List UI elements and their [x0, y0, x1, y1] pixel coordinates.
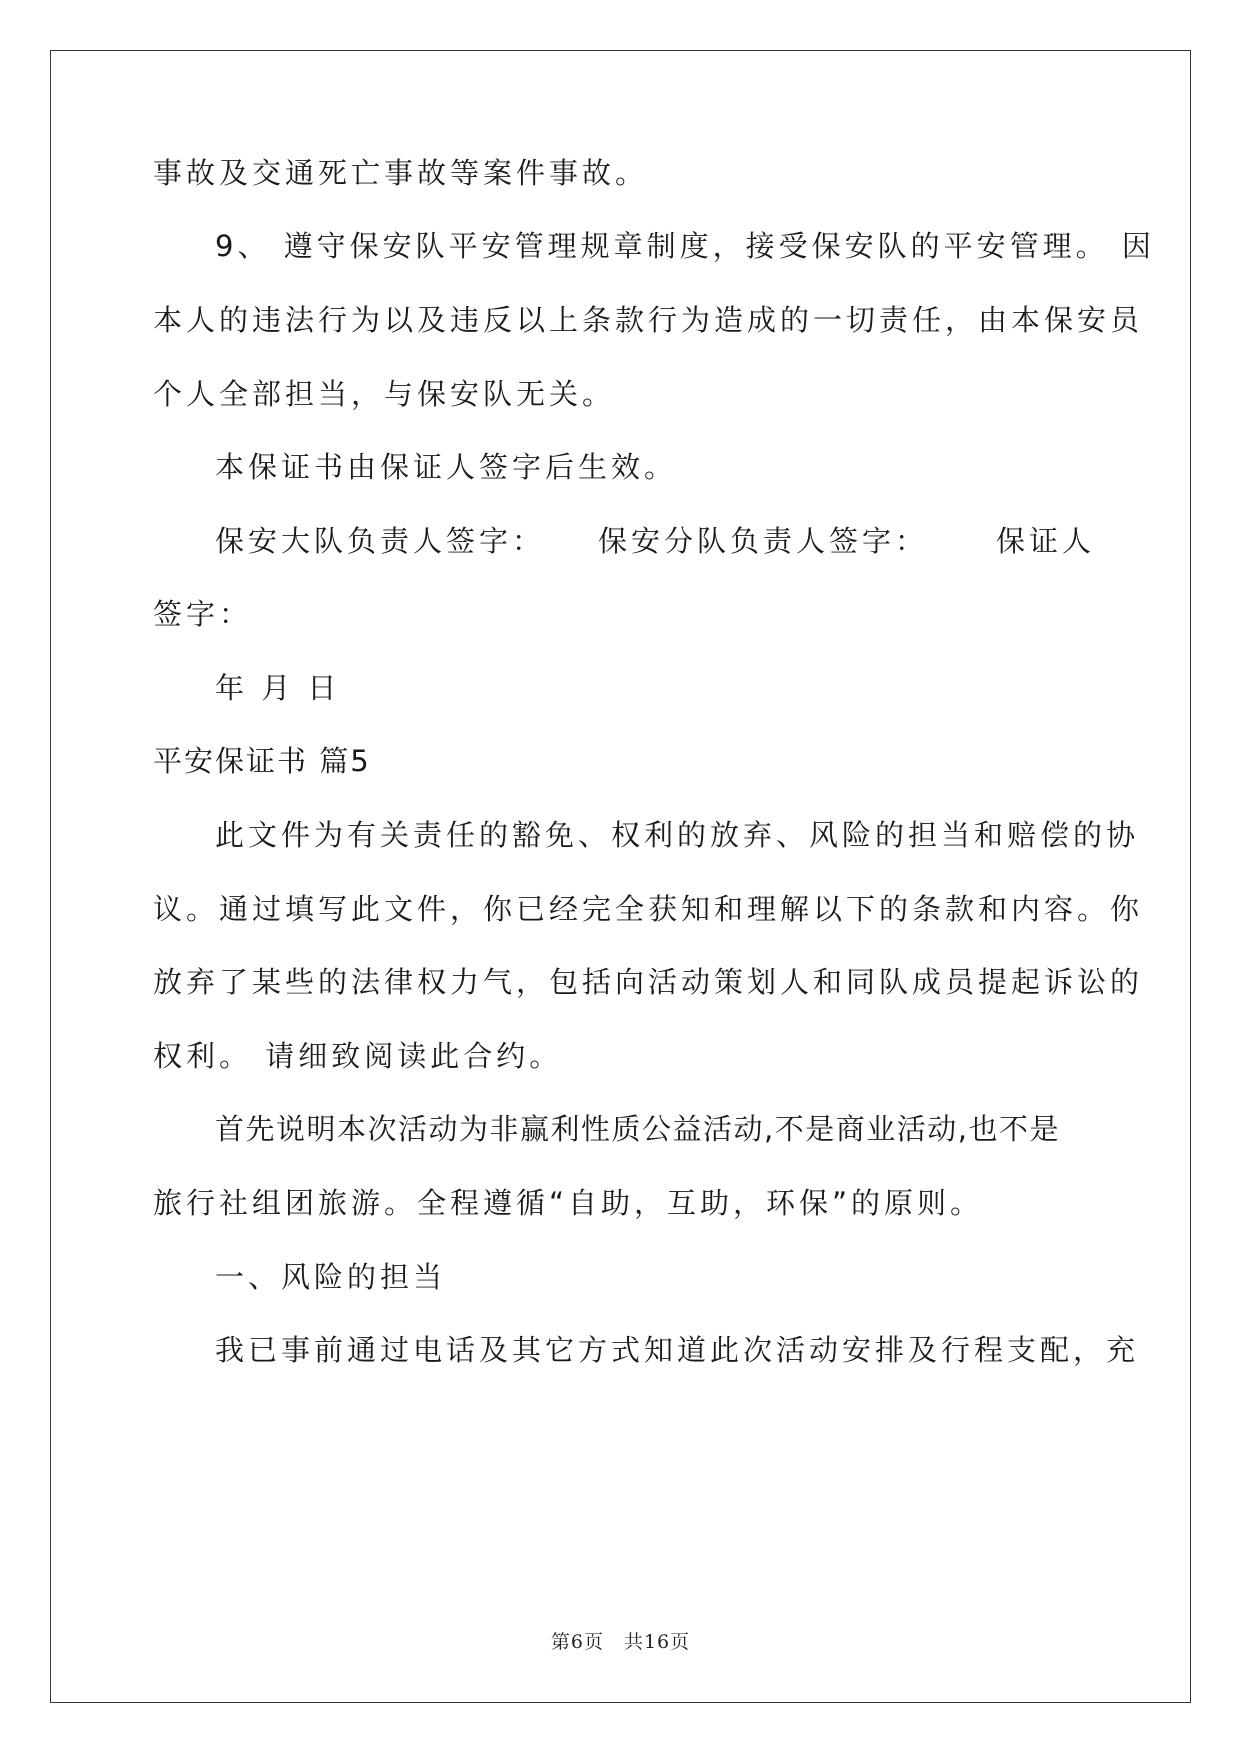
paragraph-line: 个人全部担当，与保安队无关。	[153, 377, 616, 411]
paragraph-line: 议。通过填写此文件，你已经完全获知和理解以下的条款和内容。你	[153, 892, 1144, 926]
brigade-leader-signature-label: 保安大队负责人签字：	[215, 524, 546, 558]
paragraph-line: 事故及交通死亡事故等案件事故。	[153, 156, 649, 190]
paragraph-line: 签字：	[153, 597, 253, 631]
paragraph-line: 本人的违法行为以及违反以上条款行为造成的一切责任，由本保安员	[153, 303, 1144, 337]
paragraph-line: 此文件为有关责任的豁免、权利的放弃、风险的担当和赔偿的协	[215, 818, 1140, 852]
date-line: 年 月 日	[215, 671, 341, 705]
paragraph-line: 我已事前通过电话及其它方式知道此次活动安排及行程支配，充	[215, 1333, 1140, 1367]
page-number-footer: 第6页 共16页	[550, 1631, 691, 1653]
section-heading: 平安保证书 篇5	[153, 744, 371, 778]
signature-line	[153, 523, 1096, 559]
paragraph-line: 旅行社组团旅游。全程遵循“自助，互助，环保”的原则。	[153, 1186, 984, 1220]
subheading: 一、风险的担当	[215, 1260, 447, 1294]
paragraph-line: 权利。 请细致阅读此合约。	[153, 1039, 563, 1073]
guarantor-signature-label: 保证人	[996, 524, 1096, 558]
paragraph-line: 首先说明本次活动为非赢利性质公益活动,不是商业活动,也不是	[215, 1112, 1060, 1146]
paragraph-line: 9、 遵守保安队平安管理规章制度，接受保安队的平安管理。 因	[215, 229, 1155, 263]
paragraph-line: 本保证书由保证人签字后生效。	[215, 450, 678, 484]
page-border	[50, 50, 1191, 1703]
squad-leader-signature-label: 保安分队负责人签字：	[598, 524, 929, 558]
paragraph-line: 放弃了某些的法律权力气，包括向活动策划人和同队成员提起诉讼的	[153, 965, 1144, 999]
